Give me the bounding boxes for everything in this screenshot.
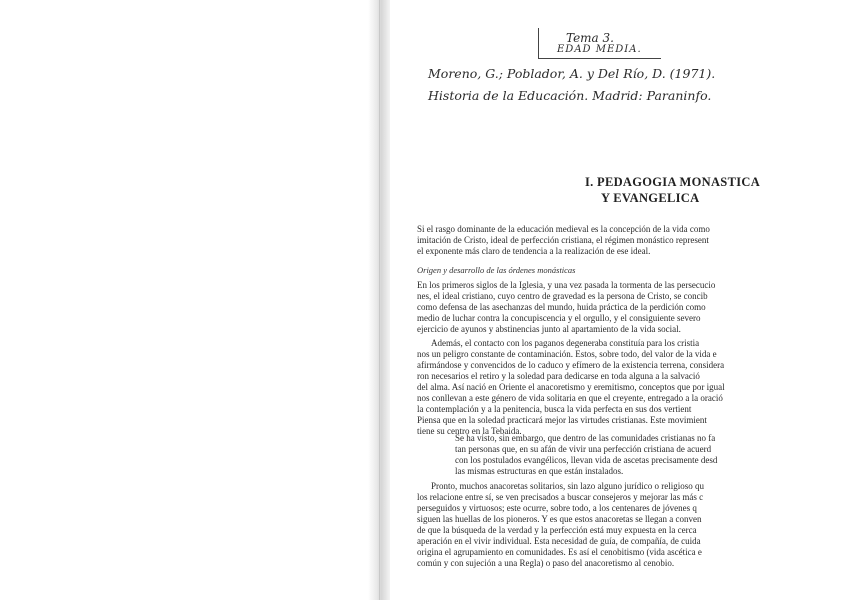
text-line: la contemplación y a la penitencia, busca la vida perfecta en sus dos vertient: [417, 404, 692, 414]
handwritten-edad: EDAD MEDIA.: [557, 44, 642, 55]
text-line: nos un peligro constante de contaminación. Estos, sobre todo, del valor de la vida e: [417, 349, 717, 359]
text-line: común y con sujeción a una Regla) o paso del anacoretismo al cenobio.: [417, 558, 675, 568]
text-line: tan personas que, en su afán de vivir una perfección cristiana de acuerd: [455, 444, 712, 454]
text-line: Se ha visto, sin embargo, que dentro de las comunidades cristianas no fa: [455, 433, 716, 443]
text-line: ron necesarios el retiro y la soledad para dedicarse en toda alguna a la salvació: [417, 371, 700, 381]
handwritten-reference-line-2: Historia de la Educación. Madrid: Paraninfo.: [428, 88, 712, 103]
paragraph-2: [417, 338, 848, 437]
intro-paragraph: [417, 224, 848, 257]
text-line: de que la búsqueda de la verdad y la perfección está muy expuesta en la cerca: [417, 525, 697, 535]
text-line: origina el agrupamiento en comunidades. Es así el cenobitismo (vida ascética e: [417, 547, 702, 557]
text-line: Además, el contacto con los paganos degeneraba constituía para los cristia: [431, 338, 700, 348]
text-line: Piensa que en la soledad practicará mejor las virtudes cristianas. Este movimient: [417, 415, 707, 425]
text-line: nes, el ideal cristiano, cuyo centro de gravedad es la persona de Cristo, se concib: [417, 291, 708, 301]
text-line: el exponente más claro de tendencia a la realización de ese ideal.: [417, 246, 651, 256]
text-line: del alma. Así nació en Oriente el anacoretismo y eremitismo, conceptos que por igual: [417, 382, 725, 392]
handwritten-reference-line-1: Moreno, G.; Poblador, A. y Del Río, D. (1971).: [428, 66, 716, 81]
paragraph-1: [417, 280, 848, 335]
text-line: las mismas estructuras en que están instalados.: [455, 466, 624, 476]
text-line: Si el rasgo dominante de la educación medieval es la concepción de la vida como: [417, 224, 710, 234]
text-line: medio de luchar contra la concupiscencia y el orgullo, y el consiguiente severo: [417, 313, 701, 323]
text-line: tiene su centro en la Tebaida.: [417, 426, 522, 436]
text-line: aperación en el vivir individual. Esta necesidad de guía, de compañía, de cuida: [417, 536, 701, 546]
text-line: perseguidos y virtuosos; este ocurre, sobre todo, a los centenares de jóvenes q: [417, 503, 697, 513]
chapter-title-line-2: Y EVANGELICA: [601, 191, 700, 205]
text-line: En los primeros siglos de la Iglesia, y una vez pasada la tormenta de las persecucio: [417, 280, 716, 290]
text-line: los relacione entre sí, se ven precisados a buscar consejeros y mejorar las más c: [417, 492, 704, 502]
text-line: imitación de Cristo, ideal de perfección cristiana, el régimen monástico represent: [417, 235, 709, 245]
section-heading: Origen y desarrollo de las órdenes monásticas: [417, 265, 576, 275]
text-line: nos conllevan a este género de vida solitaria en que el creyente, entregado a la oració: [417, 393, 723, 403]
text-line: Pronto, muchos anacoretas solitarios, sin lazo alguno jurídico o religioso qu: [431, 481, 704, 491]
text-line: como defensa de las asechanzas del mundo, huida práctica de la perdición como: [417, 302, 706, 312]
book-gutter-line: [379, 0, 380, 600]
text-line: siguen las huellas de los pioneros. Y es que estos anacoretas se llegan a conven: [417, 514, 702, 524]
text-line: afirmándose y convencidos de lo caduco y efímero de la existencia terrena, considera: [417, 360, 725, 370]
chapter-title-line-1: I. PEDAGOGIA MONASTICA: [585, 175, 761, 189]
handwritten-tema: Tema 3.: [566, 31, 614, 45]
indented-quote: [455, 433, 848, 477]
text-line: ejercicio de ayunos y abstinencias junto al apartamiento de la vida social.: [417, 324, 681, 334]
paragraph-3: [417, 481, 848, 569]
text-line: con los postulados evangélicos, llevan vida de ascetas precisamente desd: [455, 455, 718, 465]
